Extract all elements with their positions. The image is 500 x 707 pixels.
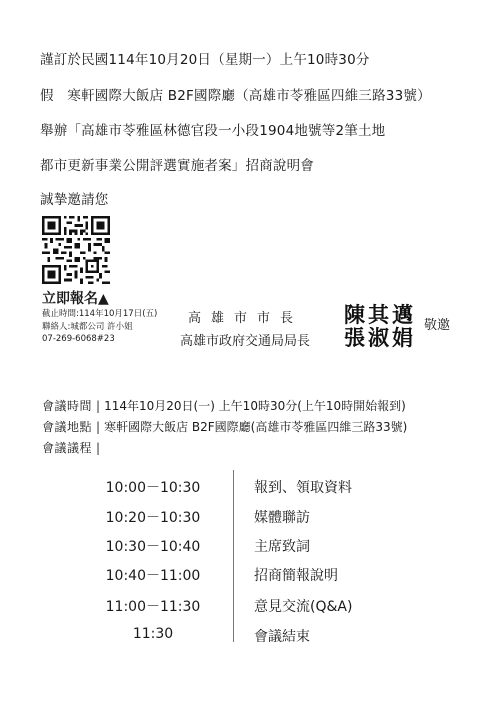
intro-event-line: 舉辦「高雄市苓雅區林德官段一小段1904地號等2筆土地	[40, 123, 386, 139]
agenda-item: 主席致詞	[254, 539, 310, 555]
meeting-time-label: 會議時間	[42, 399, 93, 413]
separator: |	[96, 399, 101, 413]
separator: |	[96, 441, 101, 455]
mayor-signature: 陳其邁	[344, 302, 416, 327]
agenda-time: 10:20－10:30	[105, 510, 201, 526]
meeting-agenda-row	[42, 439, 104, 456]
intro-invitation-line: 誠摯邀請您	[40, 192, 109, 208]
meeting-time-row	[42, 397, 406, 414]
mayor-title: 高雄市市長	[188, 311, 304, 326]
meeting-time-value: 114年10月20日(一) 上午10時30分(上午10時開始報到)	[104, 399, 406, 413]
meeting-place-label: 會議地點	[42, 420, 93, 434]
director-title: 高雄市政府交通局局長	[180, 334, 311, 349]
register-now-link[interactable]: 立即報名▲	[42, 291, 109, 307]
registration-qr-code[interactable]	[42, 216, 110, 284]
registration-phone: 07-269-6068#23	[42, 334, 115, 344]
intro-date-line: 謹訂於民國114年10月20日（星期一）上午10時30分	[40, 52, 370, 68]
separator: |	[96, 420, 101, 434]
agenda-item: 報到、領取資料	[254, 480, 352, 496]
meeting-place-value: 寒軒國際大飯店 B2F國際廳(高雄市苓雅區四維三路33號)	[104, 420, 408, 434]
director-signature: 張淑娟	[344, 325, 416, 350]
agenda-divider	[233, 470, 234, 642]
agenda-time: 10:30－10:40	[105, 539, 201, 555]
intro-venue-line: 假 寒軒國際大飯店 B2F國際廳（高雄市苓雅區四維三路33號）	[40, 88, 431, 104]
meeting-place-row	[42, 418, 407, 435]
agenda-time: 11:30	[132, 626, 174, 642]
agenda-item: 招商簡報說明	[254, 568, 338, 584]
agenda-time: 11:00－11:30	[105, 599, 201, 615]
agenda-time: 10:00－10:30	[105, 480, 201, 496]
intro-event-line-2: 都市更新事業公開評選實施者案」招商說明會	[40, 158, 314, 174]
invite-word: 敬邀	[424, 318, 451, 333]
agenda-time: 10:40－11:00	[105, 568, 201, 584]
agenda-item: 媒體聯訪	[254, 510, 310, 526]
registration-contact: 聯絡人:城都公司 許小姐	[42, 322, 133, 332]
meeting-agenda-label: 會議議程	[42, 441, 93, 455]
registration-deadline: 截止時間:114年10月17日(五)	[42, 309, 158, 319]
agenda-item: 意見交流(Q&A)	[254, 599, 353, 615]
agenda-item: 會議結束	[254, 629, 310, 645]
